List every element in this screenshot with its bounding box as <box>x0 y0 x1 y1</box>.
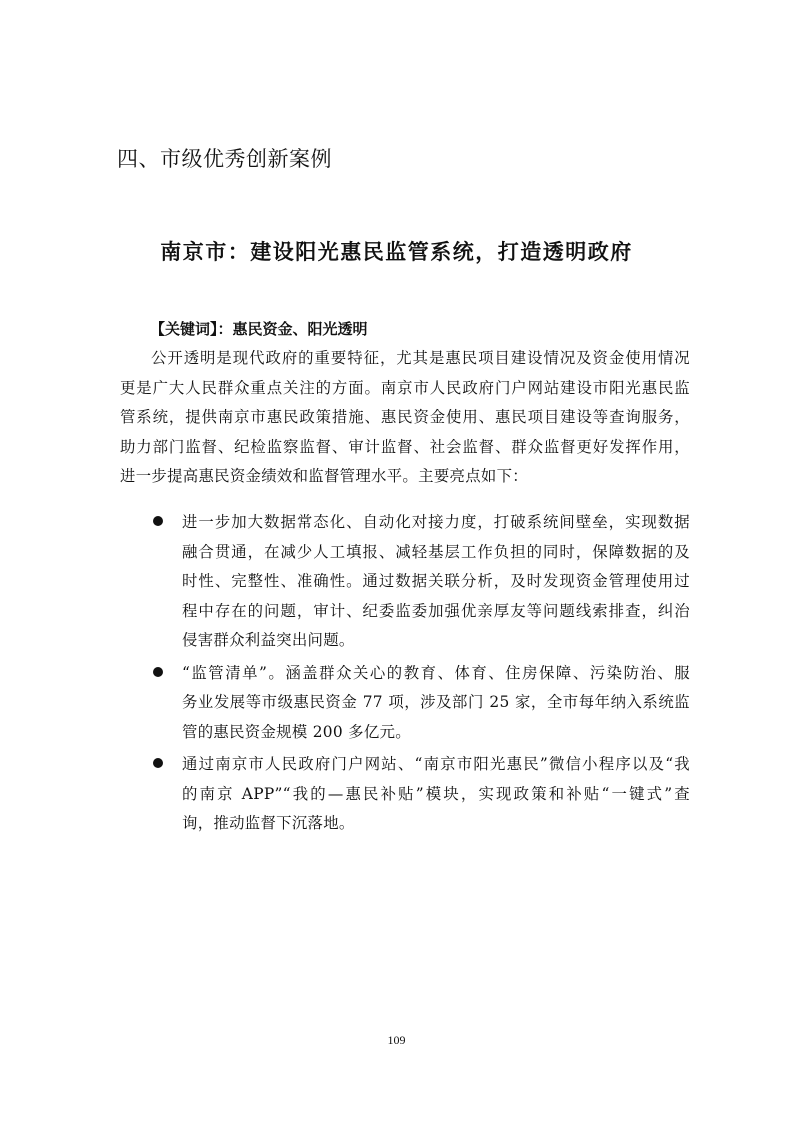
list-item-line: 管的惠民资金规模 200 多亿元。 <box>182 722 411 741</box>
list-item-line: 进一步加大数据常态化、自动化对接力度，打破系统间壁垒，实现数据 <box>182 513 690 531</box>
intro-line: 进一步提高惠民资金绩效和监督管理水平。主要亮点如下： <box>120 467 528 485</box>
list-item-line: 程中存在的问题，审计、纪委监委加强优亲厚友等问题线索排查，纠治 <box>182 601 690 620</box>
list-item-text <box>182 659 690 748</box>
list-item-line: 询，推动监督下沉落地。 <box>182 814 355 832</box>
list-item-line: 务业发展等市级惠民资金 77 项，涉及部门 25 家，全市每年纳入系统监 <box>182 693 690 711</box>
list-item-line: 融合贯通，在减少人工填报、减轻基层工作负担的同时，保障数据的及 <box>182 542 690 561</box>
list-item-line: “监管清单”。涵盖群众关心的教育、体育、住房保障、污染防治、服 <box>182 663 690 682</box>
bullet-dot-icon <box>153 516 163 526</box>
intro-line: 公开透明是现代政府的重要特征，尤其是惠民项目建设情况及资金使用情况 <box>151 349 690 367</box>
keywords-line: 【关键词】：惠民资金、阳光透明 <box>150 320 368 338</box>
list-item-text <box>182 750 690 839</box>
list-item-text <box>182 508 690 656</box>
list-item-line: 的南京 APP”“我的—惠民补贴”模块，实现政策和补贴“一键式”查 <box>182 784 690 803</box>
list-item <box>150 659 690 748</box>
list-item-line: 侵害群众利益突出问题。 <box>182 631 355 649</box>
page-number: 109 <box>387 1033 406 1047</box>
intro-line: 管系统，提供南京市惠民政策措施、惠民资金使用、惠民项目建设等查询服务， <box>120 408 690 426</box>
list-item-line: 时性、完整性、准确性。通过数据关联分析，及时发现资金管理使用过 <box>182 572 690 590</box>
highlights-list <box>150 508 690 842</box>
intro-line: 更是广大人民群众重点关注的方面。南京市人民政府门户网站建设市阳光惠民监 <box>120 378 690 397</box>
section-heading: 四、市级优秀创新案例 <box>117 147 332 171</box>
list-item <box>150 508 690 656</box>
list-item <box>150 750 690 839</box>
bullet-dot-icon <box>153 758 163 768</box>
intro-paragraph <box>120 344 690 492</box>
list-item-line: 通过南京市人民政府门户网站、“南京市阳光惠民”微信小程序以及“我 <box>182 755 690 773</box>
intro-line: 助力部门监督、纪检监察监督、审计监督、社会监督、群众监督更好发挥作用， <box>120 437 690 456</box>
case-title: 南京市：建设阳光惠民监管系统，打造透明政府 <box>160 240 633 264</box>
bullet-dot-icon <box>153 667 163 677</box>
